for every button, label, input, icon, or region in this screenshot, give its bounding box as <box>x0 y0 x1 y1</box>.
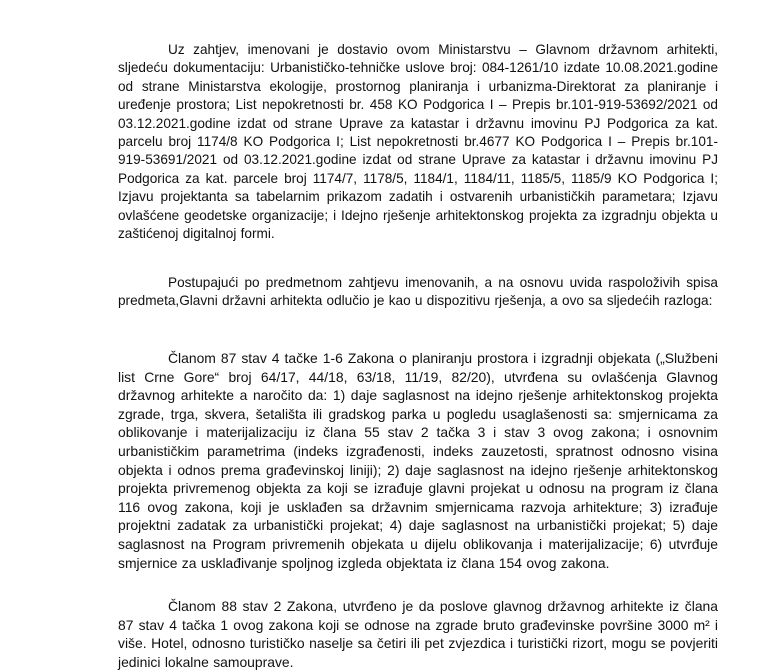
paragraph-article-87 <box>118 349 718 572</box>
paragraph-text: Postupajući po predmetnom zahtjevu imenovanih, a na osnovu uvida raspoloživih spisa predmeta,Glavni državni arhitekta odlučio je kao u dispozitivu rješenja, a ovo sa sljedećih razloga: <box>118 275 718 309</box>
paragraph-submitted-documentation <box>118 41 718 243</box>
paragraph-text: Članom 87 stav 4 tačke 1-6 Zakona o planiranju prostora i izgradnji objekata („Službeni list Crne Gore“ broj 64/17, 44/18, 63/18, 11/19, 82/20), utvrđena su ovlašćenja Glavnog državnog arhitekte a naročito da: 1) daje saglasnost na idejno rješenje arhitektonskog projekta zgrade, trga, skvera, šetališta ili gradskog parka u pogledu usaglašenosti sa: smjernicama za oblikovanje i materijalizaciju iz člana 55 stav 2 tačka 3 i stav 3 ovog zakona; i osnovnim urbanističkim parametrima (indeks izgrađenosti, indeks zauzetosti, spratnost odnosno visina objekta i odnos prema građevinskoj liniji); 2) daje saglasnost na idejno rješenje arhitektonskog projekta privremenog objekta za koji se izrađuje glavni projekat u odnosu na program iz člana 116 ovog zakona, koji je usklađen sa državnim smjernicama razvoja arhitekture; 3) izrađuje projektni zadatak za urbanistički projekat; 4) daje saglasnost na urbanistički projekat; 5) daje saglasnost na Program privremenih objekata u dijelu oblikovanja i materijalizacije; 6) utvrđuje smjernice za usklađivanje spoljnog izgleda objektata iz člana 154 ovog zakona. <box>118 350 718 571</box>
paragraph-article-88 <box>118 597 718 671</box>
paragraph-text: Uz zahtjev, imenovani je dostavio ovom Ministarstvu – Glavnom državnom arhitekti, sljedeću dokumentaciju: Urbanističko-tehničke uslove broj: 084-1261/10 izdate 10.08.2021.godine od strane Ministarstva ekologije, prostornog planiranja i urbanizma-Direktorat za planiranje i uređenje prostora; List nepokretnosti br. 458 KO Podgorica I – Prepis br.101-919-53692/2021 od 03.12.2021.godine izdat od strane Uprave za katastar i državnu imovinu PJ Podgorica za kat. parcelu broj 1174/8 KO Podgorica I; List nepokretnosti br.4677 KO Podgorica I – Prepis br.101-919-53691/2021 od 03.12.2021.godine izdat od strane Uprave za katastar i državnu imovinu PJ Podgorica za kat. parcele broj 1174/7, 1178/5, 1184/1, 1184/11, 1185/5, 1185/9 KO Podgorica I; Izjavu projektanta sa tabelarnim prikazom zadatih i ostvarenih urbanističkih parametara; Izjavu ovlašćene geodetske organizacije; i Idejno rješenje arhitektonskog projekta za izgradnju objekta u zaštićenoj digitalnoj formi. <box>118 42 718 242</box>
paragraph-proceeding <box>118 274 718 311</box>
paragraph-text: Članom 88 stav 2 Zakona, utvrđeno je da poslove glavnog državnog arhitekte iz člana 87 stav 4 tačka 1 ovog zakona koji se odnose na zgrade bruto građevinske površine 3000 m² i više. Hotel, odnosno turističko naselje sa četiri ili pet zvjezdica i turistički rizort, mogu se povjeriti jedinici lokalne samouprave. <box>118 598 718 670</box>
